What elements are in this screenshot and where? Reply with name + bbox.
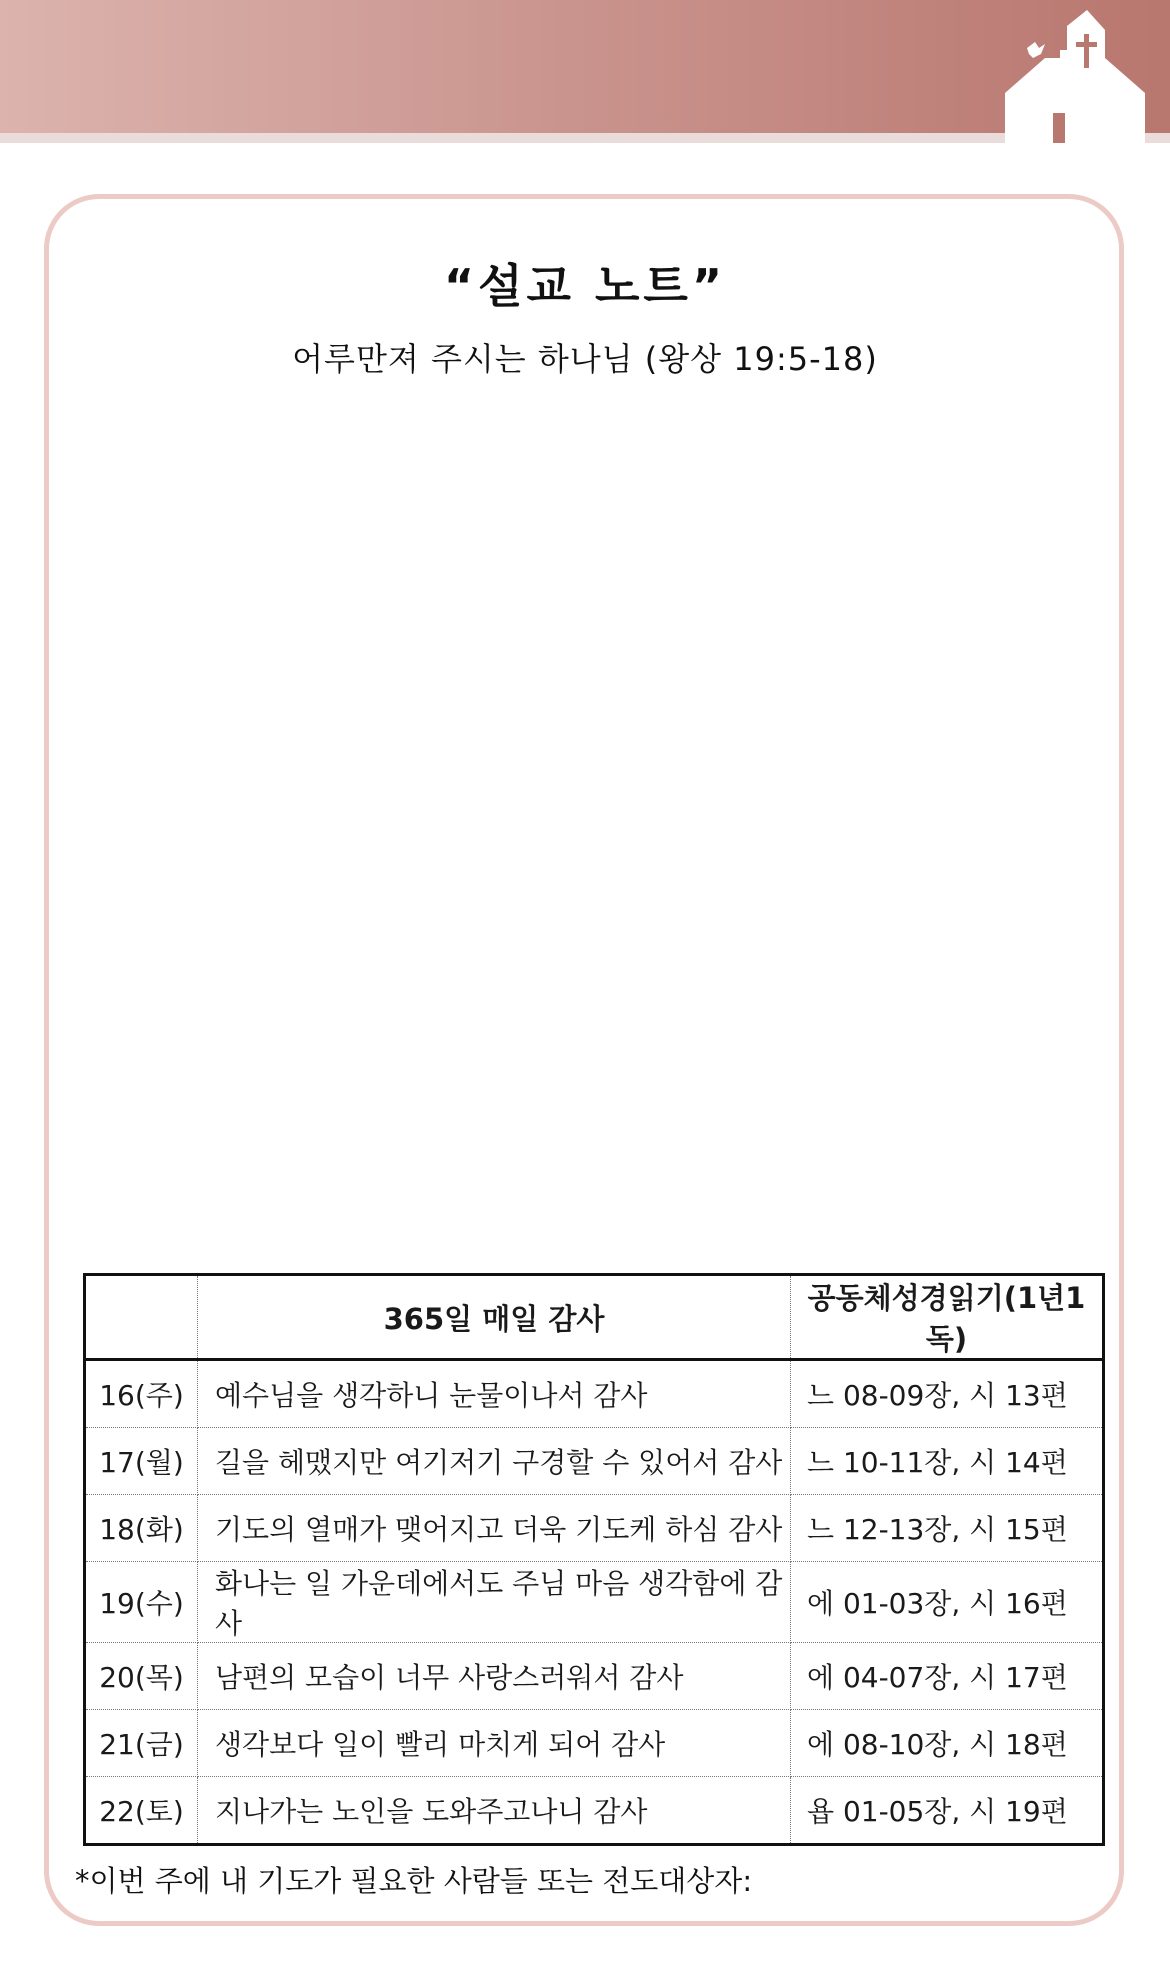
row-thanks: 남편의 모습이 너무 사랑스러워서 감사 <box>198 1643 791 1710</box>
row-date: 18(화) <box>85 1495 198 1562</box>
header-banner <box>0 0 1170 133</box>
row-reading: 느 10-11장, 시 14편 <box>791 1428 1104 1495</box>
table-row <box>85 1562 1104 1643</box>
row-reading: 에 04-07장, 시 17편 <box>791 1643 1104 1710</box>
row-date: 22(토) <box>85 1777 198 1845</box>
header-thanks: 365일 매일 감사 <box>198 1275 791 1360</box>
row-thanks: 지나가는 노인을 도와주고나니 감사 <box>198 1777 791 1845</box>
row-thanks: 길을 헤맸지만 여기저기 구경할 수 있어서 감사 <box>198 1428 791 1495</box>
header-date <box>85 1275 198 1360</box>
row-reading: 느 08-09장, 시 13편 <box>791 1360 1104 1428</box>
row-date: 19(수) <box>85 1562 198 1643</box>
row-reading: 느 12-13장, 시 15편 <box>791 1495 1104 1562</box>
row-date: 21(금) <box>85 1710 198 1777</box>
sermon-subtitle: 어루만져 주시는 하나님 (왕상 19:5-18) <box>292 340 878 378</box>
row-reading: 에 08-10장, 시 18편 <box>791 1710 1104 1777</box>
row-date: 17(월) <box>85 1428 198 1495</box>
table-row <box>85 1360 1104 1428</box>
row-date: 20(목) <box>85 1643 198 1710</box>
row-thanks: 생각보다 일이 빨리 마치게 되어 감사 <box>198 1710 791 1777</box>
table-header-row <box>85 1275 1104 1360</box>
weekly-thanks-table <box>83 1273 1105 1846</box>
table-row <box>85 1495 1104 1562</box>
header-reading: 공동체성경읽기(1년1독) <box>791 1275 1104 1360</box>
table-row <box>85 1777 1104 1845</box>
church-icon <box>1005 8 1145 143</box>
row-thanks: 예수님을 생각하니 눈물이나서 감사 <box>198 1360 791 1428</box>
row-thanks: 기도의 열매가 맺어지고 더욱 기도케 하심 감사 <box>198 1495 791 1562</box>
prayer-request-note: *이번 주에 내 기도가 필요한 사람들 또는 전도대상자: <box>75 1864 753 1898</box>
row-reading: 에 01-03장, 시 16편 <box>791 1562 1104 1643</box>
row-thanks: 화나는 일 가운데에서도 주님 마음 생각함에 감사 <box>198 1562 791 1643</box>
row-date: 16(주) <box>85 1360 198 1428</box>
table-row <box>85 1428 1104 1495</box>
table-row <box>85 1710 1104 1777</box>
page-title: “설교 노트” <box>443 259 727 313</box>
table-row <box>85 1643 1104 1710</box>
row-reading: 욥 01-05장, 시 19편 <box>807 1795 1068 1828</box>
header-banner-shadow <box>0 133 1170 143</box>
